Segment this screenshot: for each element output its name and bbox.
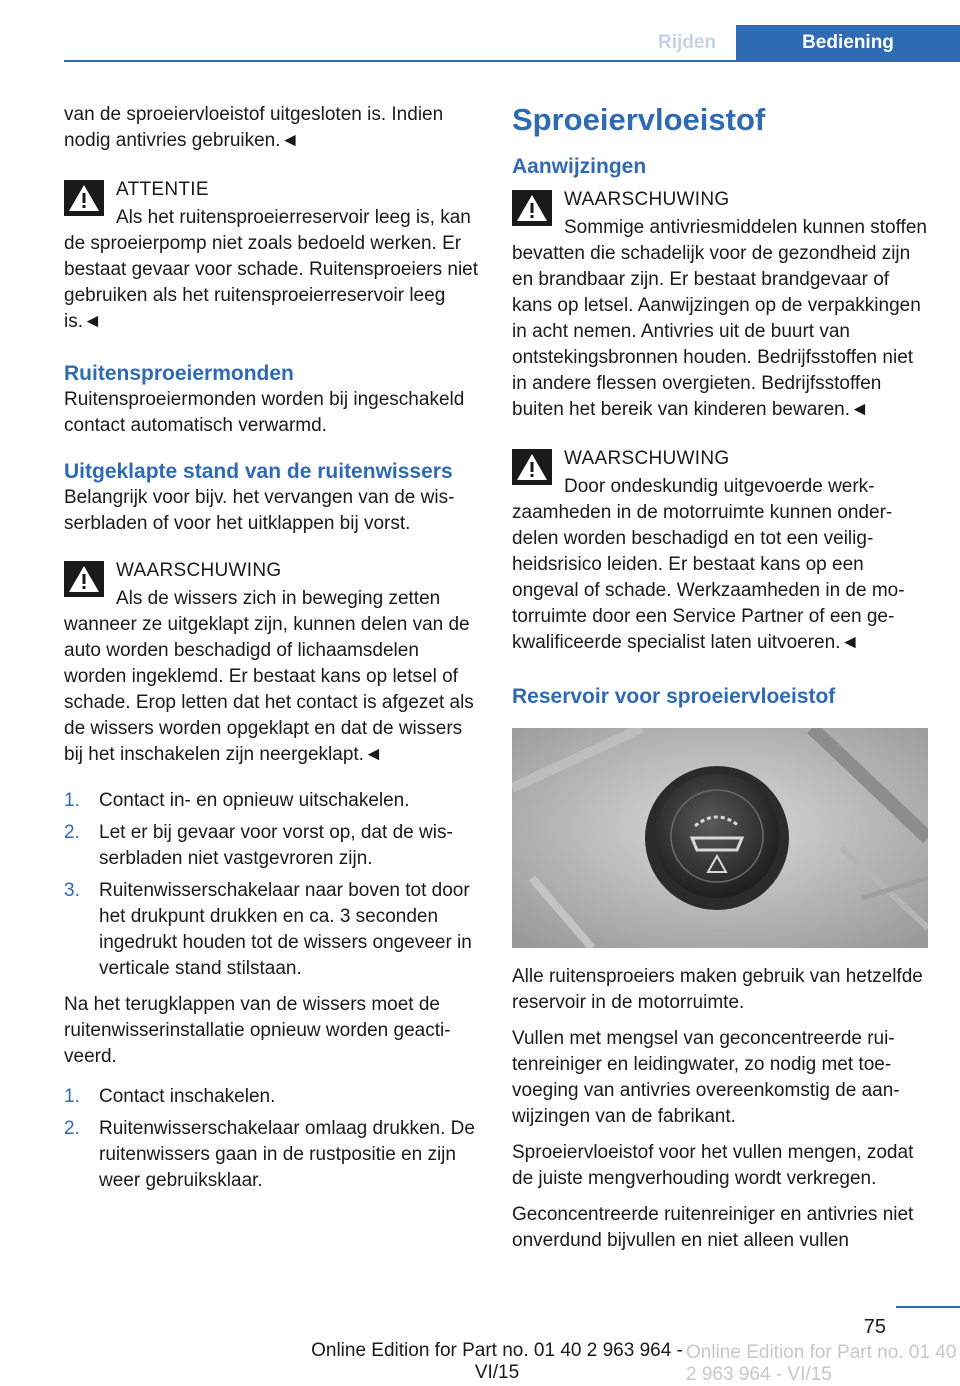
reservoir-para-1: Alle ruitensproeiers maken gebruik van hetzelfde reservoir in de motorruimte. <box>512 966 923 1013</box>
header-section-tab: Rijden <box>657 32 717 53</box>
attention-text: Als het ruitensproeierreservoir leeg is, kan de sproeierpomp niet zoals bedoeld werken. Er bestaat gevaar voor schade. Ruitensproeiers niet gebruiken als het ruitensproeierreservoir leeg is.◄ <box>64 207 479 332</box>
engine-warning-title: WAARSCHUWING <box>564 448 730 469</box>
foldout-warning-title: WAARSCHUWING <box>116 560 282 581</box>
nozzles-text: Ruitensproeiermonden worden bij ingeschakeld contact automatisch verwarmd. <box>64 389 465 436</box>
page-number: 75 <box>863 1316 886 1338</box>
foldout-text: Belangrijk voor bijv. het vervangen van de wisserbladen of voor het uitklappen bij vorst. <box>64 487 455 534</box>
warning-triangle-icon <box>512 449 552 485</box>
warning-triangle-icon <box>512 190 552 226</box>
nozzles-heading: Ruitensproeiermonden <box>64 362 294 385</box>
reservoir-para-3: Sproeiervloeistof voor het vullen mengen, zodat de juiste mengverhouding wordt verkregen. <box>512 1142 914 1189</box>
antifreeze-warning-block <box>512 184 928 423</box>
list-item: 1. Contact inschakelen. <box>64 1086 276 1107</box>
notes-heading: Aanwijzingen <box>512 155 647 178</box>
list-item: 2. Let er bij gevaar voor vorst op, dat de wisserbladen niet vastgevroren zijn. <box>64 822 453 869</box>
foldout-warning-block <box>64 555 480 768</box>
warning-triangle-icon <box>64 561 104 597</box>
warning-triangle-icon <box>64 180 104 216</box>
engine-warning-text: Door ondeskundig uitgevoerde werkzaamheden in de motorruimte kunnen onderdelen worden beschadigd en tot een veiligheidsrisico leiden. Er bestaat kans op een ongeval of schade. Werkzaamheden in de motorruimte door een Service Partner of een gekwalificeerde specialist laten uitvoeren.◄ <box>512 476 905 653</box>
antifreeze-warning-title: WAARSCHUWING <box>564 189 730 210</box>
watermark: Online Edition for Part no. 01 40 2 963 964 - VI/15 <box>686 1342 957 1385</box>
left-column <box>64 102 480 1204</box>
attention-title: ATTENTIE <box>116 179 209 200</box>
attention-block <box>64 174 480 335</box>
header-rule <box>64 60 960 62</box>
section-title: Sproeiervloeistof <box>512 102 766 137</box>
header-active-tab: Bediening <box>736 25 960 60</box>
page-header <box>0 0 960 62</box>
intro-paragraph: van de sproeiervloeistof uitgesloten is. Indien nodig antivries gebruiken.◄ <box>64 104 444 151</box>
edition-line: Online Edition for Part no. 01 40 2 963 964 - VI/15 <box>311 1340 683 1383</box>
right-column <box>512 102 928 1264</box>
list-item: 3. Ruitenwisserschakelaar naar boven tot door het drukpunt drukken en ca. 3 seconden ingedrukt houden tot de wissers ongeveer in verticale stand stilstaan. <box>64 880 472 979</box>
engine-warning-block <box>512 443 928 656</box>
reservoir-cap-photo <box>512 728 928 948</box>
reservoir-heading: Reservoir voor sproeiervloeistof <box>512 685 836 708</box>
list-item: 1. Contact in- en opnieuw uitschakelen. <box>64 790 410 811</box>
reservoir-para-4: Geconcentreerde ruitenreiniger en antivries niet onverdund bijvullen en niet alleen vullen <box>512 1204 914 1251</box>
antifreeze-warning-text: Sommige antivriesmiddelen kunnen stoffen bevatten die schadelijk voor de gezondheid zijn en brandbaar zijn. Er bestaat brandgevaar of kans op letsel. Aanwijzingen op de verpakkingen in acht nemen. Antivries uit de buurt van ontstekingsbronnen houden. Bedrijfsstoffen niet in andere flessen overgieten. Bedrijfsstoffen buiten het bereik van kinderen bewaren.◄ <box>512 217 927 420</box>
foldout-steps-list <box>64 788 480 982</box>
footer-rule <box>896 1306 960 1308</box>
reservoir-para-2: Vullen met mengsel van geconcentreerde ruitenreiniger en leidingwater, zo nodig met toevoeging van antivries overeenkomstig de aanwijzingen van de fabrikant. <box>512 1028 900 1127</box>
foldout-heading: Uitgeklapte stand van de ruitenwissers <box>64 460 453 483</box>
reactivate-steps-list <box>64 1084 480 1194</box>
reactivate-paragraph: Na het terugklappen van de wissers moet de ruitenwisserinstallatie opnieuw worden geactiveerd. <box>64 994 451 1067</box>
list-item: 2. Ruitenwisserschakelaar omlaag drukken. De ruitenwissers gaan in de rustpositie en zijn weer gebruiksklaar. <box>64 1118 475 1191</box>
foldout-warning-text: Als de wissers zich in beweging zetten wanneer ze uitgeklapt zijn, kunnen delen van de auto worden beschadigd of lichaamsdelen worden ingeklemd. Er bestaat kans op letsel of schade. Erop letten dat het contact is afgezet als de wissers worden opgeklapt en dat de wissers bij het inschakelen zijn neergeklapt.◄ <box>64 588 474 765</box>
